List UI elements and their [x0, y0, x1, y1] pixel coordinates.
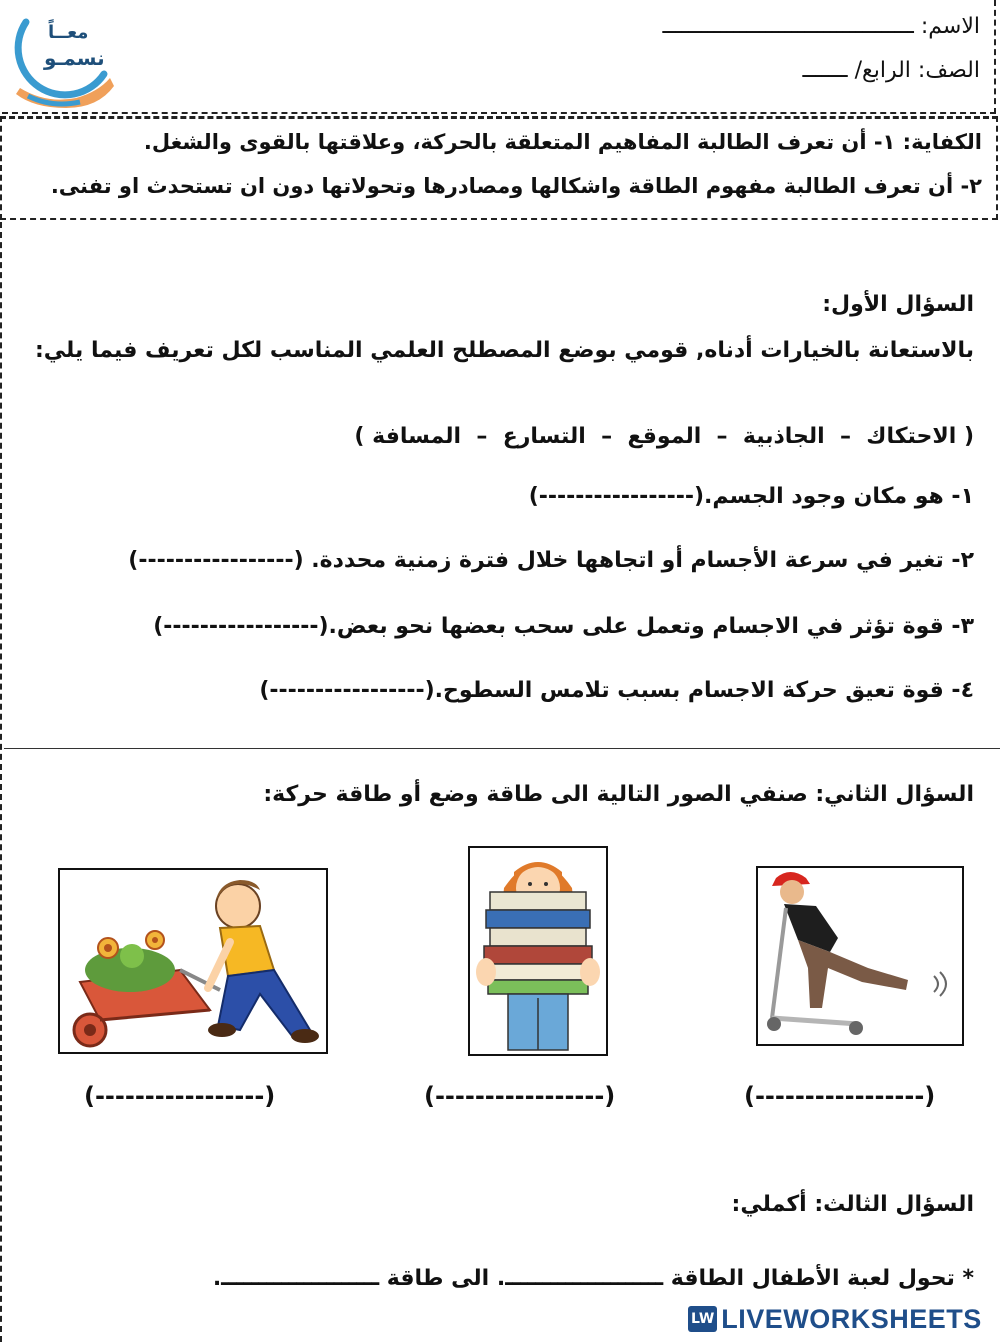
wheelbarrow-boy-image: [58, 868, 328, 1054]
question1-options: ( الاحتكاك – الجاذبية – الموقع – التسارع – المسافة ): [354, 424, 974, 449]
question3-item[interactable]: * تحول لعبة الأطفال الطاقة ـــــــــــــــــــــ. الى طاقة ـــــــــــــــــــــ.: [212, 1266, 974, 1291]
competency-line-1: الكفاية: ١- أن تعرف الطالبة المفاهيم المتعلقة بالحركة، وعلاقتها بالقوى والشغل.: [143, 130, 982, 154]
liveworksheets-text: LIVEWORKSHEETS: [721, 1303, 982, 1334]
classification-blank-left[interactable]: (-----------------): [84, 1082, 276, 1110]
liveworksheets-logo-icon: LW: [688, 1306, 717, 1332]
competency-line-2: ٢- أن تعرف الطالبة مفهوم الطاقة واشكالها ومصادرها وتحولاتها دون ان تستحدث او تفنى.: [50, 174, 982, 198]
class-field[interactable]: الصف: الرابع/ ـــــــ: [802, 58, 980, 83]
question1-item-2[interactable]: ٢- تغير في سرعة الأجسام أو اتجاهها خلال فترة زمنية محددة. (-----------------): [128, 548, 974, 573]
classification-blank-middle[interactable]: (-----------------): [424, 1082, 616, 1110]
question1-item-1[interactable]: ١- هو مكان وجود الجسم.(-----------------): [528, 484, 974, 509]
scooter-boy-image: [756, 866, 964, 1046]
question1-title: السؤال الأول:: [822, 292, 974, 317]
question1-item-4[interactable]: ٤- قوة تعيق حركة الاجسام بسبب تلامس السطوح.(-----------------): [259, 678, 974, 703]
logo-text-1: معــاً: [48, 22, 89, 43]
liveworksheets-watermark: [688, 1302, 982, 1336]
question2-title: السؤال الثاني: صنفي الصور التالية الى طاقة وضع أو طاقة حركة:: [263, 782, 974, 807]
girl-books-image: [468, 846, 608, 1056]
question3-title: السؤال الثالث: أكملي:: [731, 1192, 974, 1217]
classification-blank-right[interactable]: (-----------------): [744, 1082, 936, 1110]
name-field[interactable]: الاسم: ـــــــــــــــــــــــــــــــــــــــ: [662, 14, 980, 39]
logo: [6, 4, 118, 112]
question1-item-3[interactable]: ٣- قوة تؤثر في الاجسام وتعمل على سحب بعضها نحو بعض.(-----------------): [153, 614, 974, 639]
logo-text-2: نسمـو: [44, 46, 105, 70]
section-divider: [4, 748, 1000, 749]
question1-instruction: بالاستعانة بالخيارات أدناه, قومي بوضع المصطلح العلمي المناسب لكل تعريف فيما يلي:: [35, 338, 974, 363]
